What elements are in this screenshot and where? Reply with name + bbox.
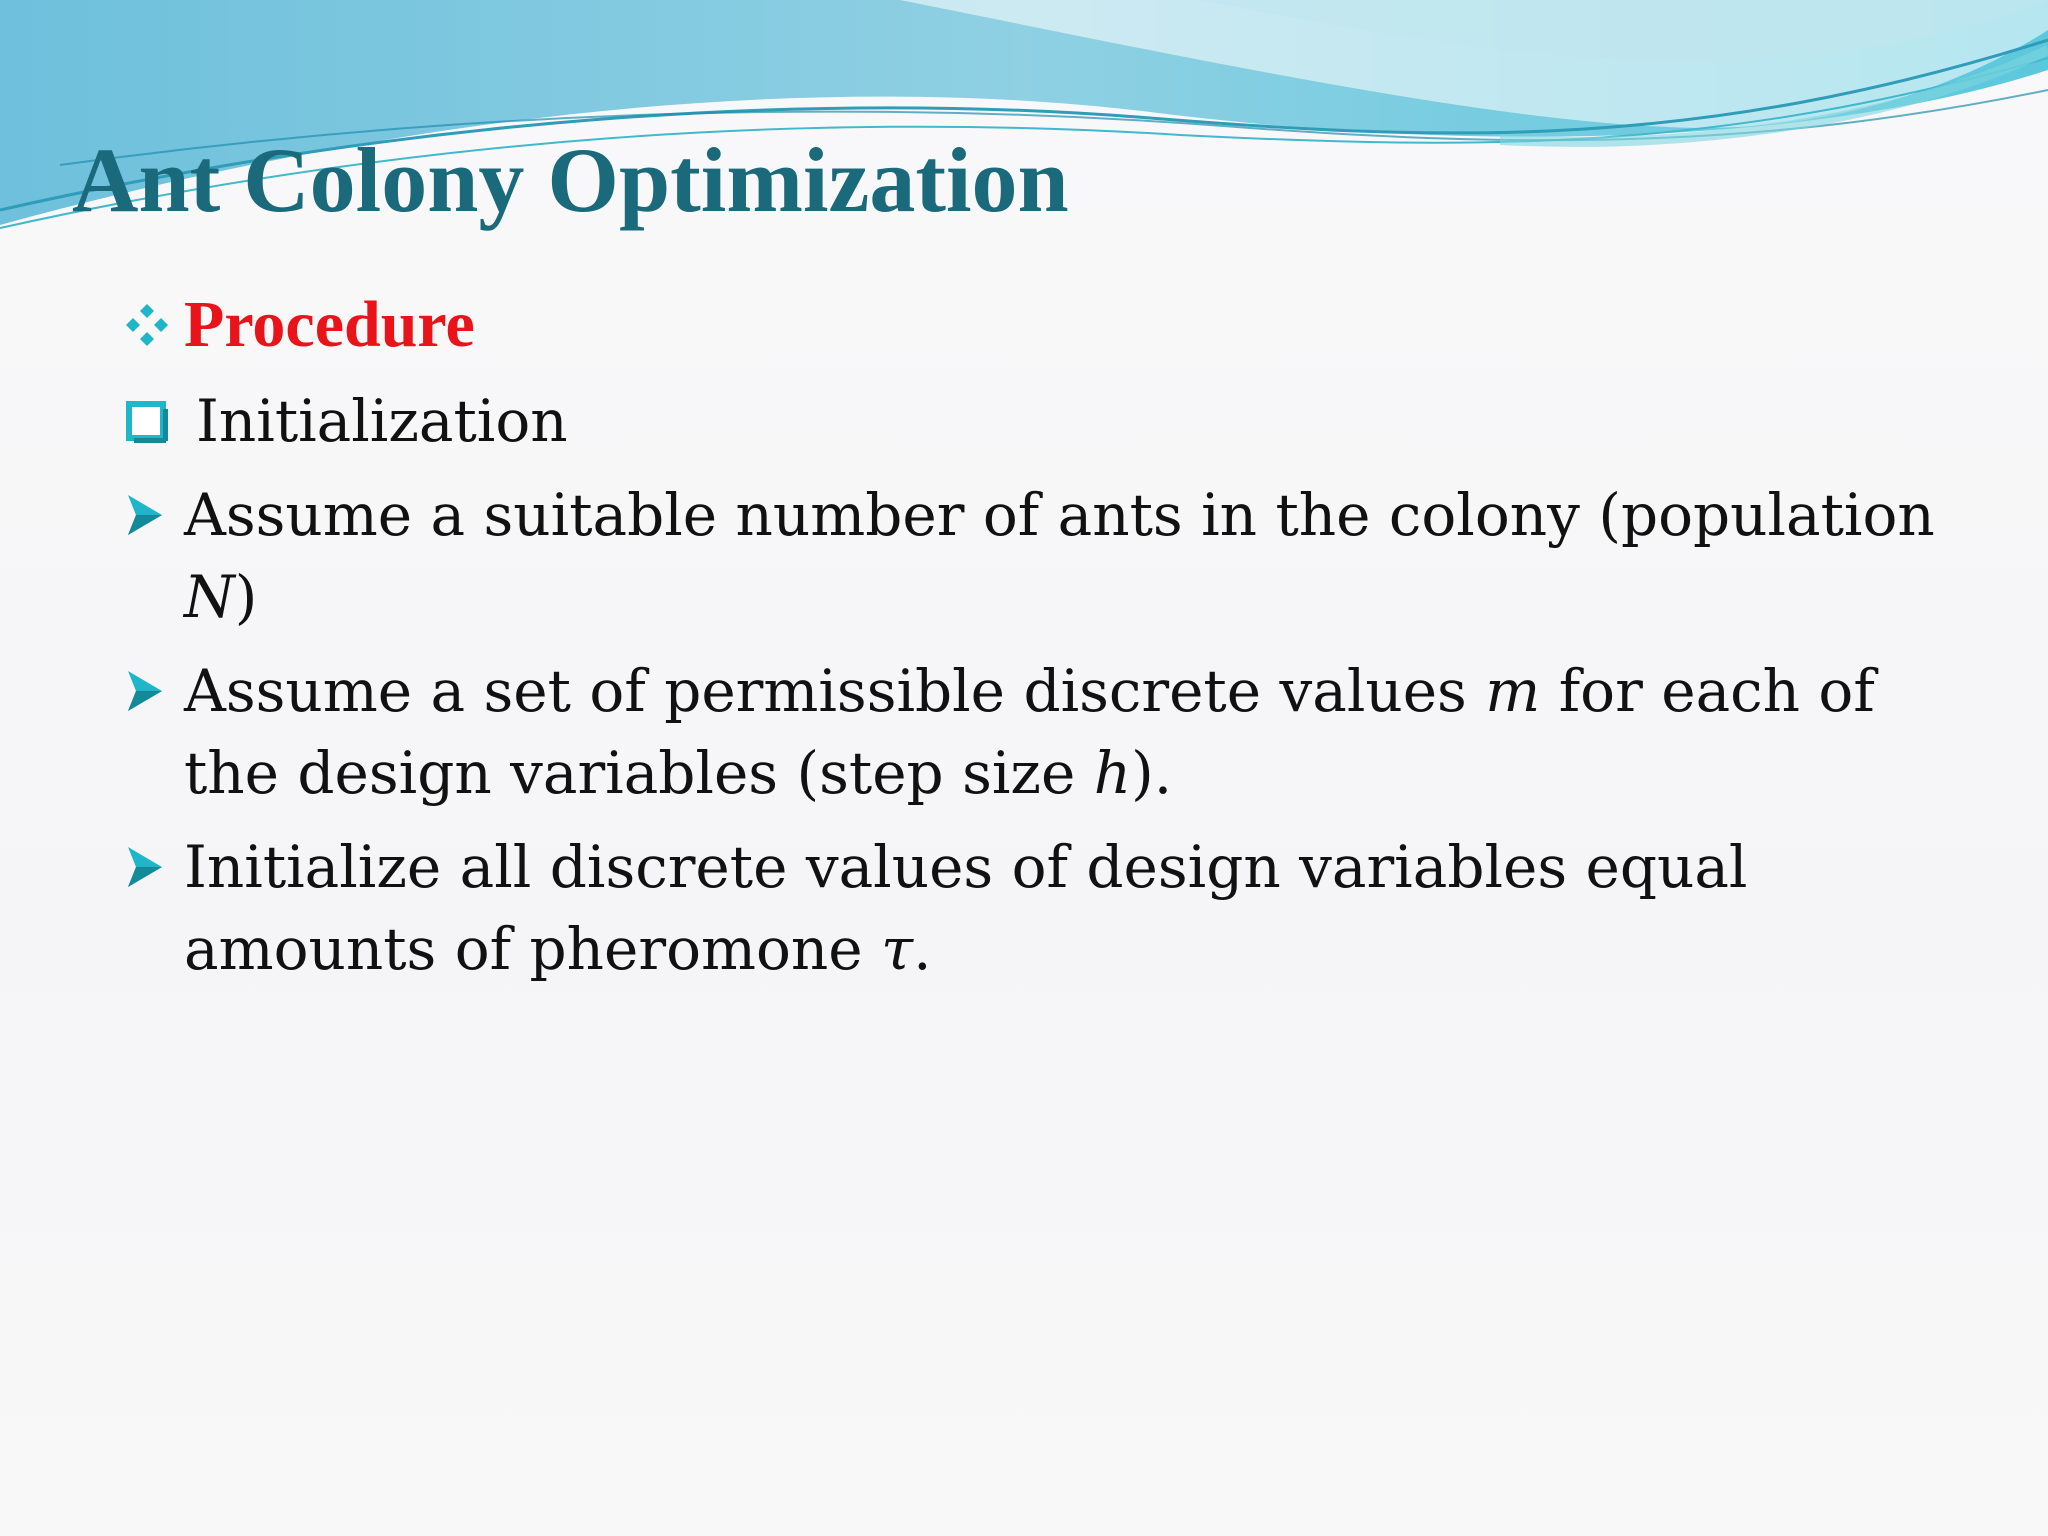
subheading-label: Initialization (196, 387, 568, 455)
diamond-bullet-icon (124, 302, 184, 348)
math-symbol: h (1093, 739, 1132, 807)
bullet-item (124, 474, 1984, 638)
section-heading (124, 284, 1984, 366)
arrow-bullet-icon (124, 650, 184, 732)
arrow-bullet-icon (124, 474, 184, 556)
bullet-text: Assume a set of permissible discrete values m for each of the design variables (step size h). (184, 657, 1875, 807)
section-heading-label: Procedure (184, 288, 475, 361)
bullet-text: Assume a suitable number of ants in the colony (population N) (184, 481, 1935, 631)
subheading (124, 380, 1984, 462)
bullet-text: Initialize all discrete values of design variables equal amounts of pheromone τ. (184, 833, 1748, 983)
math-symbol: τ (881, 915, 914, 983)
math-symbol: N (184, 563, 235, 631)
arrow-bullet-icon (124, 826, 184, 908)
bullet-item (124, 650, 1984, 814)
slide-content (124, 284, 1984, 990)
bullet-item (124, 826, 1984, 990)
slide-title: Ant Colony Optimization (72, 129, 1069, 231)
checkbox-square-icon (124, 399, 184, 443)
math-symbol: m (1485, 657, 1541, 725)
